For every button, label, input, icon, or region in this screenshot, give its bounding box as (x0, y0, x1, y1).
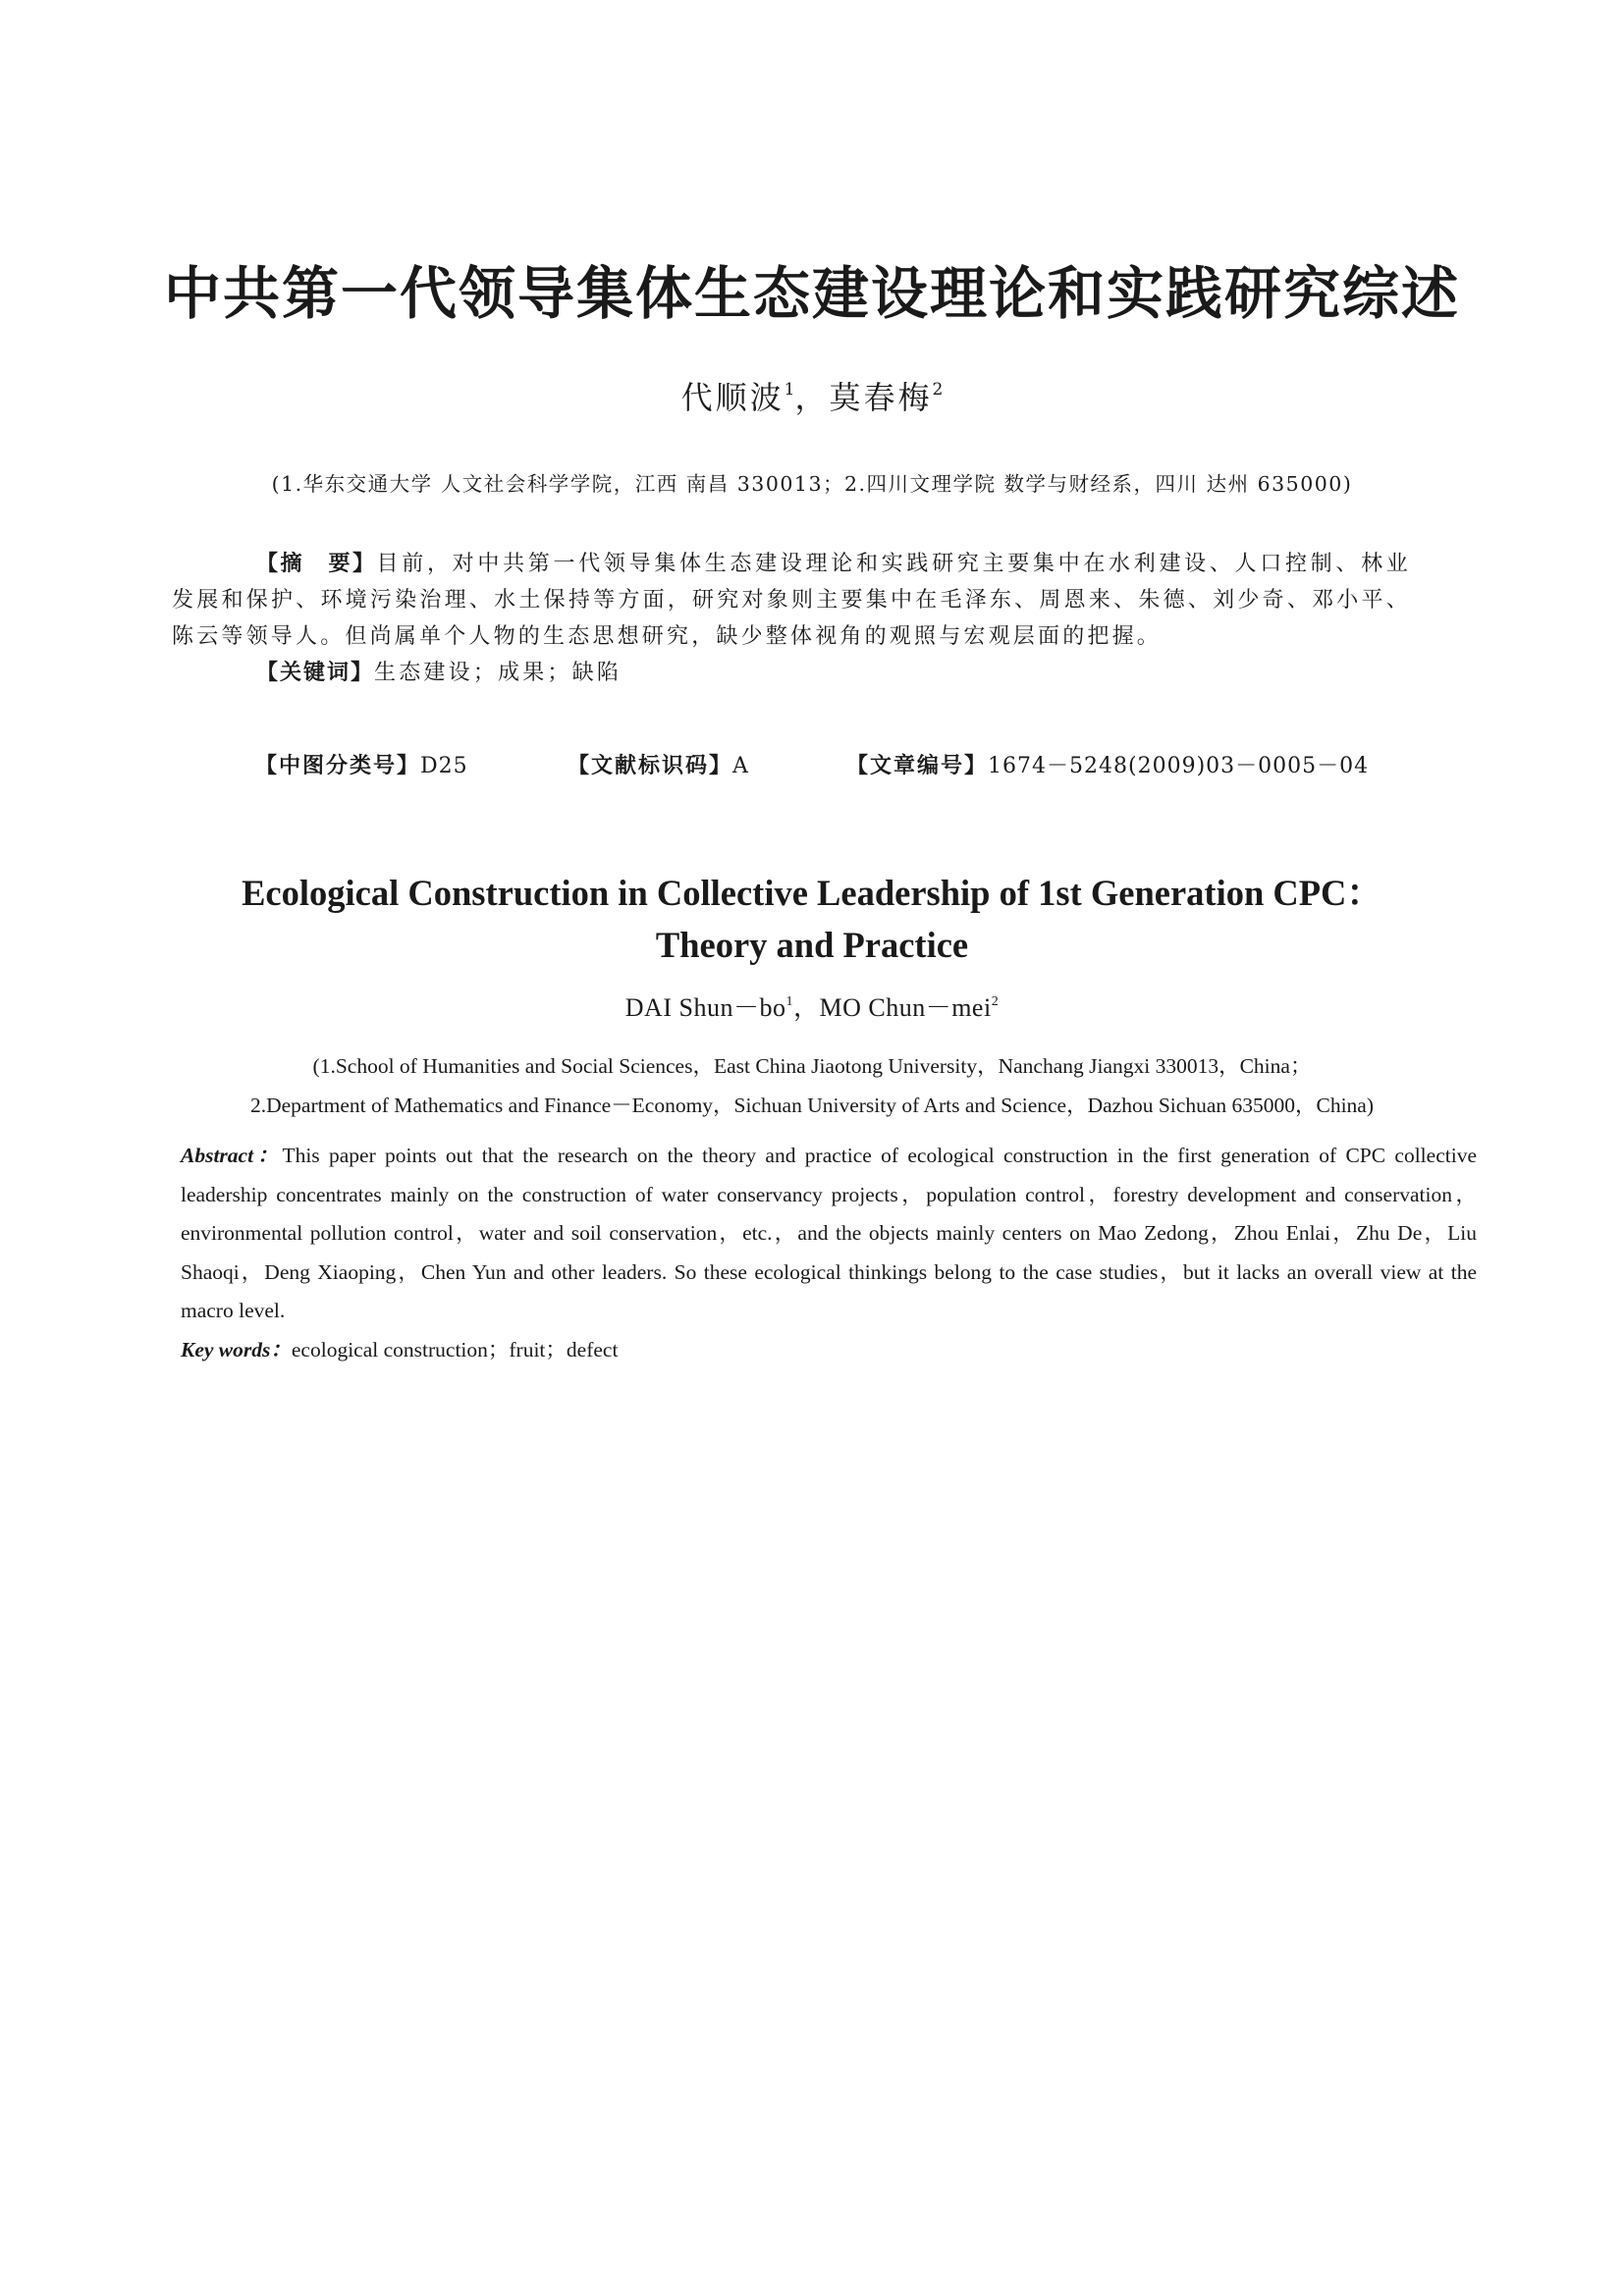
clc-value: D25 (420, 754, 468, 778)
english-authors (0, 988, 1624, 1024)
chinese-abstract (172, 546, 1411, 691)
english-title-line: Ecological Construction in Collective Leadership of 1st Generation CPC： (242, 873, 1382, 913)
author-separator: ， (792, 993, 820, 1022)
english-title (0, 867, 1624, 971)
english-keywords (155, 1331, 1477, 1370)
affiliation-line: 2.Department of Mathematics and Finance－Economy，Sichuan University of Arts and Science，Dazhou Sichuan 635000，China) (249, 1094, 1374, 1117)
keywords-text: 生态建设；成果；缺陷 (374, 661, 623, 685)
chinese-affiliation: (1.华东交通大学 人文社会科学学院，江西 南昌 330013；2.四川文理学院 数学与财经系，四川 达州 635000) (271, 472, 1353, 496)
author-name: DAI Shun－bo (624, 993, 786, 1022)
article-number-value: 1674－5248(2009)03－0005－04 (988, 754, 1370, 778)
english-abstract-paragraph (155, 1137, 1477, 1331)
document-code-label: 【文献标识码】 (568, 754, 733, 778)
english-affiliation (0, 1046, 1624, 1125)
chinese-authors (0, 373, 1624, 418)
keywords-label: Key words： (181, 1337, 292, 1362)
affiliation-marker: 2 (991, 994, 1000, 1009)
english-title-line: Theory and Practice (655, 925, 969, 965)
chinese-abstract-paragraph (172, 546, 1411, 655)
clc-number (255, 749, 468, 779)
abstract-text: 目前，对中共第一代领导集体生态建设理论和实践研究主要集中在水利建设、人口控制、林业发展和保护、环境污染治理、水土保持等方面，研究对象则主要集中在毛泽东、周恩来、朱德、刘少奇、邓小平、陈云等领导人。但尚属单个人物的生态思想研究，缺少整体视角的观照与宏观层面的把握。 (172, 552, 1411, 649)
keywords-text: ecological construction；fruit；defect (291, 1337, 619, 1362)
affiliation-marker: 2 (932, 380, 944, 400)
document-code-value: A (732, 754, 749, 778)
document-code (568, 749, 749, 779)
chinese-keywords (172, 655, 1411, 691)
abstract-text: This paper points out that the research on the theory and practice of ecological construction in the first generation of CPC collective leadership concentrates mainly on the construction of water conservancy projects，population control，forestry development and conservation，environmental pollution control，water and soil conservation，etc.，and the objects mainly centers on Mao Zedong，Zhou Enlai，Zhu De，Liu Shaoqi，Deng Xiaoping，Chen Yun and other leaders. So these ecological thinkings belong to the case studies，but it lacks an overall view at the macro level. (181, 1144, 1477, 1322)
article-number-label: 【文章编号】 (846, 754, 989, 778)
english-abstract (155, 1137, 1477, 1369)
author-name: MO Chun－mei (819, 993, 992, 1022)
author-name: 莫春梅 (829, 379, 933, 416)
author-name: 代顺波 (680, 379, 785, 416)
keywords-label: 【关键词】 (256, 661, 375, 685)
author-separator: ， (794, 379, 830, 416)
abstract-label: 【摘 要】 (256, 552, 377, 576)
article-number (846, 749, 1369, 779)
affiliation-marker: 1 (784, 380, 795, 400)
affiliation-marker: 1 (785, 994, 793, 1009)
affiliation-line: (1.School of Humanities and Social Sciences，East China Jiaotong University，Nanchang Jiangxi 330013，China； (312, 1054, 1312, 1078)
chinese-title: 中共第一代领导集体生态建设理论和实践研究综述 (163, 260, 1460, 327)
abstract-label: Abstract： (181, 1144, 283, 1167)
clc-label: 【中图分类号】 (255, 754, 421, 778)
